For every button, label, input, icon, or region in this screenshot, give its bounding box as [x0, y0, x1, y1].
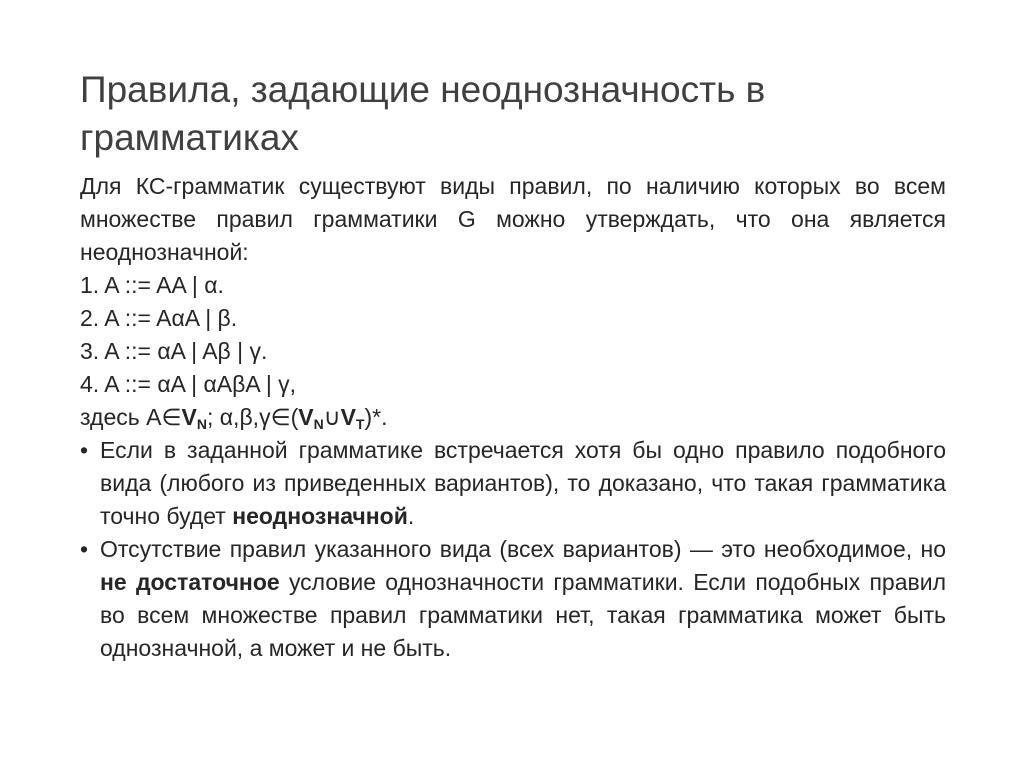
bullet-1-bold: неоднозначной — [232, 503, 408, 529]
vt-symbol: V — [340, 404, 356, 430]
bullet-2-bold: не достаточное — [100, 569, 280, 595]
intro-paragraph: Для КС-грамматик существуют виды правил, по наличию которых во всем множестве правил грамматики G можно утверждать, что она является неоднозначной: — [80, 173, 946, 265]
bullet-2-end: условие однозначности грамматики. Если подобных правил во всем множестве правил грамматики нет, такая грамматика может быть однозначной, а может и не быть. — [100, 569, 946, 661]
vn-symbol-2: V — [298, 404, 314, 430]
vn-symbol: V — [181, 404, 197, 430]
bullet-1-text: Если в заданной грамматике встречается хотя бы одно правило подобного вида (любого из приведенных вариантов), то доказано, что такая грамматика точно будет — [100, 437, 946, 529]
vt-subscript: T — [355, 416, 365, 432]
bullet-ambiguous — [80, 434, 946, 533]
where-mid: ; α,β,γ∈( — [206, 404, 299, 430]
bullet-2-text: Отсутствие правил указанного вида (всех вариантов) — это необходимое, но — [100, 536, 946, 562]
bullet-necessary-condition — [80, 533, 946, 665]
where-prefix: здесь A∈ — [80, 404, 182, 430]
bullet-1-end: . — [407, 503, 415, 529]
vn-subscript: N — [196, 416, 207, 432]
bullet-icon: • — [80, 437, 89, 463]
bullet-icon: • — [80, 536, 89, 562]
union-symbol: ∪ — [323, 404, 341, 430]
slide-content — [80, 170, 946, 665]
vn-subscript-2: N — [313, 416, 324, 432]
rule-4: 4. A ::= αA | αAβA | γ, — [80, 371, 297, 397]
slide-title: Правила, задающие неоднозначность в грамматиках — [80, 69, 766, 158]
where-clause — [80, 401, 946, 434]
where-suffix: )*. — [364, 404, 388, 430]
rule-2: 2. A ::= AαA | β. — [80, 305, 238, 331]
rule-1: 1. A ::= AA | α. — [80, 272, 224, 298]
rule-3: 3. A ::= αA | Aβ | γ. — [80, 338, 268, 364]
